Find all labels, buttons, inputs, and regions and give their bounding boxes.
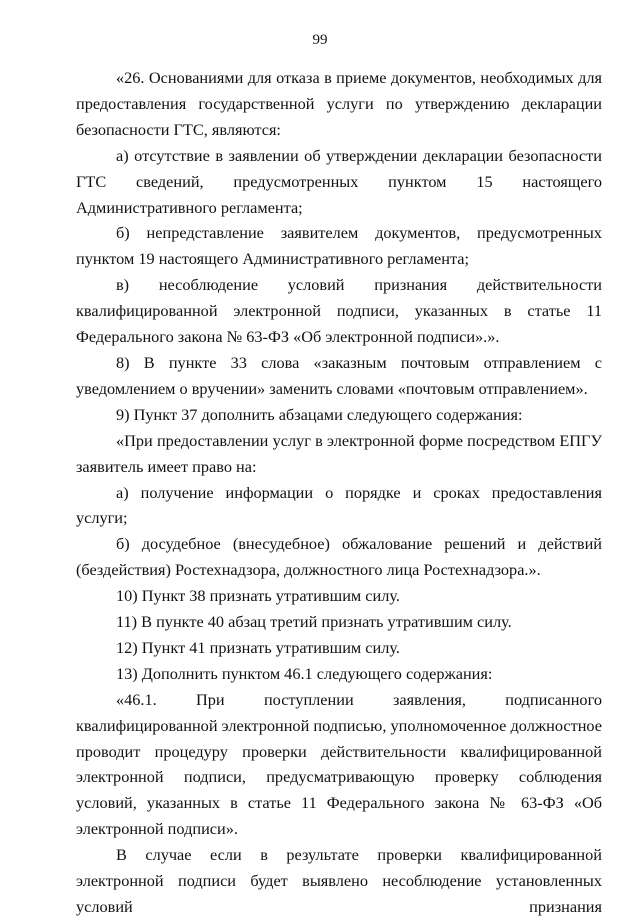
paragraph-26-v: в) несоблюдение условий признания действительности квалифицированной электронной подписи, указанных в статье 11 Федерального закона № 63-ФЗ «Об электронной подписи».».	[76, 275, 602, 347]
document-body	[76, 65, 602, 920]
paragraph-26-b: б) непредставление заявителем документов, предусмотренных пунктом 19 настоящего Административного регламента;	[76, 223, 602, 269]
item-9: 9) Пункт 37 дополнить абзацами следующего содержания:	[116, 404, 523, 424]
item-11: 11) В пункте 40 абзац третий признать утратившим силу.	[116, 612, 512, 632]
item-13: 13) Дополнить пунктом 46.1 следующего содержания:	[116, 663, 493, 683]
paragraph-epgu-b: б) досудебное (внесудебное) обжалование решений и действий (бездействия) Ростехнадзора, должностного лица Ростехнадзора.».	[76, 534, 602, 580]
page-number: 99	[312, 32, 328, 48]
paragraph-46-1: «46.1. При поступлении заявления, подписанного квалифицированной электронной подписью, уполномоченное должностное проводит процедуру проверки действительности квалифицированной электронной подписи, предусматривающую проверку соблюдения условий, указанных в статье 11 Федерального закона № 63-ФЗ «Об электронной подписи».	[76, 689, 602, 839]
paragraph-epgu-rights: «При предоставлении услуг в электронной форме посредством ЕПГУ заявитель имеет право на:	[76, 430, 602, 476]
paragraph-26: «26. Основаниями для отказа в приеме документов, необходимых для предоставления государственной услуги по утверждению декларации безопасности ГТС, являются:	[76, 68, 602, 139]
item-8: 8) В пункте 33 слова «заказным почтовым отправлением с уведомлением о вручении» заменить словами «почтовым отправлением».	[76, 352, 602, 398]
paragraph-epgu-a: а) получение информации о порядке и сроках предоставления услуги;	[76, 482, 602, 528]
item-10: 10) Пункт 38 признать утратившим силу.	[116, 586, 400, 606]
paragraph-26-a: а) отсутствие в заявлении об утверждении декларации безопасности ГТС сведений, предусмотренных пунктом 15 настоящего Административного регламента;	[76, 145, 602, 217]
item-12: 12) Пункт 41 признать утратившим силу.	[116, 637, 400, 657]
paragraph-verification-failure: В случае если в результате проверки квалифицированной электронной подписи будет выявлено несоблюдение установленных условий признания	[76, 845, 602, 916]
